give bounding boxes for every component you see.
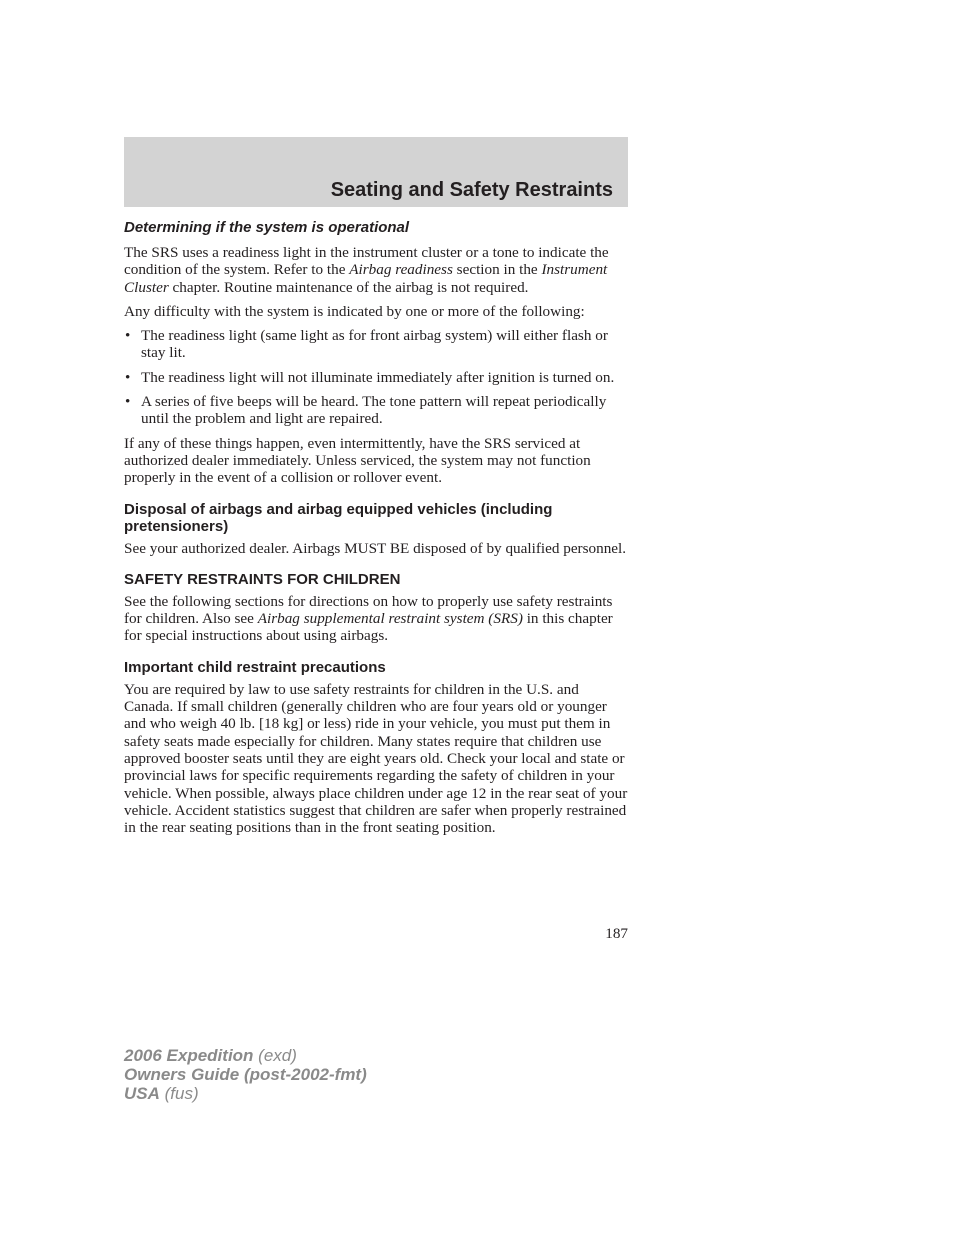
paragraph-difficulty-indicated: Any difficulty with the system is indicated by one or more of the following: bbox=[124, 302, 585, 320]
reference-instrument-cluster: Instrument Cluster bbox=[124, 261, 608, 296]
list-item: • The readiness light (same light as for front airbag system) will either flash or stay lit. bbox=[125, 327, 608, 362]
bullet-marker: • bbox=[125, 393, 131, 411]
document-footer bbox=[124, 1046, 367, 1103]
footer-line-model: 2006 Expedition (exd) bbox=[124, 1046, 297, 1065]
reference-airbag-srs: Airbag supplemental restraint system (SRS) bbox=[257, 610, 523, 628]
heading-safety-restraints-children: SAFETY RESTRAINTS FOR CHILDREN bbox=[124, 570, 401, 588]
footer-line-market: USA (fus) bbox=[124, 1084, 199, 1103]
paragraph-children-directions: See the following sections for directions on how to properly use safety restraints for children. Also see Airbag supplemental restraint system (SRS) in this chapter for special instructions about using airbags. bbox=[124, 592, 613, 645]
chapter-title: Seating and Safety Restraints bbox=[330, 179, 613, 201]
paragraph-readiness-light: The SRS uses a readiness light in the instrument cluster or a tone to indicate the condition of the system. Refer to the Airbag readiness section in the Instrument Cluster chapter. Routine maintenance of the airbag is not required. bbox=[124, 244, 609, 296]
paragraph-disposal: See your authorized dealer. Airbags MUST BE disposed of by qualified personnel. bbox=[124, 539, 627, 557]
paragraph-service-warning: If any of these things happen, even intermittently, have the SRS serviced at authorized dealer immediately. Unless serviced, the system may not function properly in the event of a collision or rollover event. bbox=[124, 434, 591, 487]
list-item: • The readiness light will not illuminate immediately after ignition is turned on. bbox=[125, 368, 615, 386]
list-item: • A series of five beeps will be heard. The tone pattern will repeat periodically until the problem and light are repaired. bbox=[125, 393, 607, 428]
page-number: 187 bbox=[605, 925, 628, 942]
heading-system-operational: Determining if the system is operational bbox=[124, 219, 410, 236]
bullet-list-symptoms bbox=[124, 327, 630, 427]
heading-airbag-disposal: Disposal of airbags and airbag equipped vehicles (including pretensioners) bbox=[124, 500, 553, 535]
bullet-marker: • bbox=[125, 327, 131, 345]
chapter-header-band bbox=[124, 137, 628, 207]
footer-line-guide: Owners Guide (post-2002-fmt) bbox=[124, 1065, 367, 1084]
paragraph-precautions: You are required by law to use safety restraints for children in the U.S. and Canada. If small children (generally children who are four years old or younger and who weigh 40 lb. [18 kg] or less) ride in your vehicle, you must put them in safety seats made especially for children. Many states require that children use approved booster seats until they are eight years old. Check your local and state or provincial laws for specific requirements regarding the safety of children in your vehicle. When possible, always place children under age 12 in the rear seat of your vehicle. Accident statistics suggest that children are safer when properly restrained in the rear seating positions than in the front seating position. bbox=[124, 680, 628, 837]
heading-child-restraint-precautions: Important child restraint precautions bbox=[124, 658, 386, 676]
reference-airbag-readiness: Airbag readiness bbox=[349, 261, 453, 279]
page-content bbox=[124, 219, 630, 843]
bullet-marker: • bbox=[125, 368, 131, 386]
